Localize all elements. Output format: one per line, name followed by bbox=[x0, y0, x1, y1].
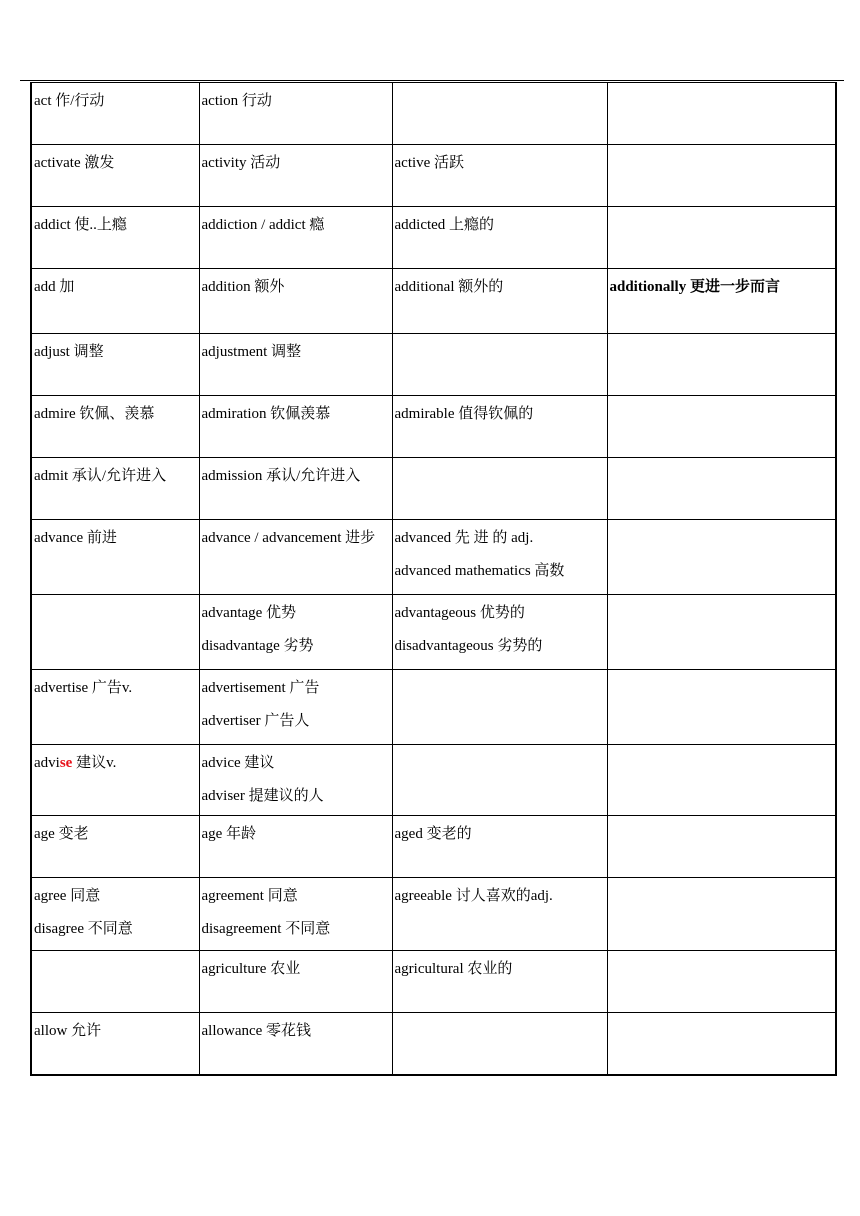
cell-adverb bbox=[607, 269, 836, 334]
cell-adverb bbox=[607, 83, 836, 145]
cell-text: advertiser 广告人 bbox=[201, 713, 310, 729]
table-row bbox=[31, 595, 836, 670]
cell-text: agreeable 讨人喜欢的adj. bbox=[394, 888, 553, 904]
table-row bbox=[31, 269, 836, 334]
cell-text: addiction / addict 瘾 bbox=[201, 217, 325, 233]
cell-text: agreement 同意 bbox=[201, 888, 298, 904]
cell-noun bbox=[199, 334, 392, 396]
cell-adjective bbox=[392, 816, 607, 878]
cell-noun bbox=[199, 878, 392, 951]
cell-verb bbox=[31, 595, 199, 670]
cell-noun bbox=[199, 269, 392, 334]
cell-adverb bbox=[607, 145, 836, 207]
cell-noun bbox=[199, 595, 392, 670]
cell-text: activity 活动 bbox=[201, 155, 281, 171]
cell-adjective bbox=[392, 458, 607, 520]
cell-text: act 作/行动 bbox=[34, 93, 105, 109]
cell-noun bbox=[199, 1013, 392, 1075]
cell-text: addict 使..上瘾 bbox=[34, 217, 127, 233]
table-row bbox=[31, 670, 836, 745]
table-row bbox=[31, 145, 836, 207]
cell-noun bbox=[199, 207, 392, 269]
cell-adjective bbox=[392, 520, 607, 595]
cell-verb bbox=[31, 1013, 199, 1075]
cell-adverb bbox=[607, 458, 836, 520]
table-row bbox=[31, 83, 836, 145]
table-row bbox=[31, 745, 836, 816]
cell-text: advance / advancement 进步 bbox=[201, 530, 376, 546]
cell-adverb bbox=[607, 396, 836, 458]
cell-adverb bbox=[607, 951, 836, 1013]
cell-noun bbox=[199, 520, 392, 595]
word-stem: advi bbox=[34, 755, 60, 771]
cell-verb bbox=[31, 951, 199, 1013]
cell-text: admirable 值得钦佩的 bbox=[394, 406, 534, 422]
cell-text: advanced 先 进 的 adj. bbox=[394, 530, 534, 546]
cell-text: advertisement 广告 bbox=[201, 680, 320, 696]
cell-text bbox=[34, 747, 199, 780]
cell-verb bbox=[31, 670, 199, 745]
table-row bbox=[31, 878, 836, 951]
cell-noun bbox=[199, 745, 392, 816]
cell-noun bbox=[199, 145, 392, 207]
table-row bbox=[31, 207, 836, 269]
table-row bbox=[31, 396, 836, 458]
cell-adjective bbox=[392, 670, 607, 745]
cell-verb bbox=[31, 816, 199, 878]
cell-adverb bbox=[607, 334, 836, 396]
highlighted-suffix: se bbox=[59, 755, 73, 771]
cell-text: disagreement 不同意 bbox=[201, 921, 331, 937]
cell-noun bbox=[199, 670, 392, 745]
cell-adjective bbox=[392, 745, 607, 816]
cell-text: disadvantage 劣势 bbox=[201, 638, 314, 654]
cell-adjective bbox=[392, 207, 607, 269]
table-row bbox=[31, 458, 836, 520]
cell-adverb bbox=[607, 520, 836, 595]
cell-adverb bbox=[607, 207, 836, 269]
cell-text: adviser 提建议的人 bbox=[201, 788, 324, 804]
cell-verb bbox=[31, 145, 199, 207]
cell-text: admission 承认/允许进入 bbox=[201, 468, 361, 484]
cell-text: advance 前进 bbox=[34, 530, 117, 546]
cell-noun bbox=[199, 951, 392, 1013]
cell-adverb bbox=[607, 878, 836, 951]
cell-text: advantageous 优势的 bbox=[394, 605, 525, 621]
cell-adjective bbox=[392, 269, 607, 334]
cell-adverb bbox=[607, 745, 836, 816]
cell-text: agricultural 农业的 bbox=[394, 961, 513, 977]
cell-text: adjust 调整 bbox=[34, 344, 104, 360]
cell-text: age 年龄 bbox=[201, 826, 257, 842]
header-rule bbox=[20, 80, 844, 81]
table-row bbox=[31, 520, 836, 595]
cell-text: additional 额外的 bbox=[394, 279, 504, 295]
cell-text: additionally 更进一步而言 bbox=[609, 279, 780, 295]
cell-text: activate 激发 bbox=[34, 155, 115, 171]
cell-verb bbox=[31, 396, 199, 458]
cell-text: advice 建议 bbox=[201, 755, 275, 771]
cell-noun bbox=[199, 83, 392, 145]
table-row bbox=[31, 951, 836, 1013]
cell-adjective bbox=[392, 1013, 607, 1075]
cell-text: aged 变老的 bbox=[394, 826, 472, 842]
cell-text: advantage 优势 bbox=[201, 605, 297, 621]
cell-text: advanced mathematics 高数 bbox=[394, 563, 565, 579]
cell-text: advertise 广告v. bbox=[34, 680, 133, 696]
cell-noun bbox=[199, 816, 392, 878]
cell-text: age 变老 bbox=[34, 826, 89, 842]
cell-verb bbox=[31, 207, 199, 269]
cell-verb bbox=[31, 878, 199, 951]
cell-adjective bbox=[392, 396, 607, 458]
cell-text: action 行动 bbox=[201, 93, 272, 109]
cell-text: active 活跃 bbox=[394, 155, 465, 171]
cell-adjective bbox=[392, 145, 607, 207]
cell-verb bbox=[31, 458, 199, 520]
cell-noun bbox=[199, 396, 392, 458]
cell-adverb bbox=[607, 670, 836, 745]
cell-adverb bbox=[607, 1013, 836, 1075]
cell-noun bbox=[199, 458, 392, 520]
cell-text: agriculture 农业 bbox=[201, 961, 301, 977]
cell-text: agree 同意 bbox=[34, 888, 101, 904]
table-row bbox=[31, 816, 836, 878]
cell-text: adjustment 调整 bbox=[201, 344, 302, 360]
cell-verb bbox=[31, 269, 199, 334]
cell-adjective bbox=[392, 951, 607, 1013]
cell-adjective bbox=[392, 878, 607, 951]
vocabulary-table bbox=[30, 82, 837, 1076]
table-row bbox=[31, 1013, 836, 1075]
word-meaning: 建议v. bbox=[72, 755, 117, 771]
cell-text: allow 允许 bbox=[34, 1023, 102, 1039]
cell-verb bbox=[31, 520, 199, 595]
cell-adjective bbox=[392, 83, 607, 145]
cell-adjective bbox=[392, 595, 607, 670]
cell-text: allowance 零花钱 bbox=[201, 1023, 312, 1039]
cell-verb bbox=[31, 334, 199, 396]
cell-text: addicted 上瘾的 bbox=[394, 217, 495, 233]
cell-text: admit 承认/允许进入 bbox=[34, 468, 167, 484]
cell-adverb bbox=[607, 816, 836, 878]
cell-text: add 加 bbox=[34, 279, 75, 295]
cell-text: addition 额外 bbox=[201, 279, 285, 295]
cell-text: admire 钦佩、羡慕 bbox=[34, 406, 155, 422]
cell-text: disadvantageous 劣势的 bbox=[394, 638, 543, 654]
cell-text: admiration 钦佩羡慕 bbox=[201, 406, 331, 422]
table-row bbox=[31, 334, 836, 396]
cell-text: disagree 不同意 bbox=[34, 921, 133, 937]
cell-adverb bbox=[607, 595, 836, 670]
cell-adjective bbox=[392, 334, 607, 396]
cell-verb bbox=[31, 745, 199, 816]
cell-verb bbox=[31, 83, 199, 145]
